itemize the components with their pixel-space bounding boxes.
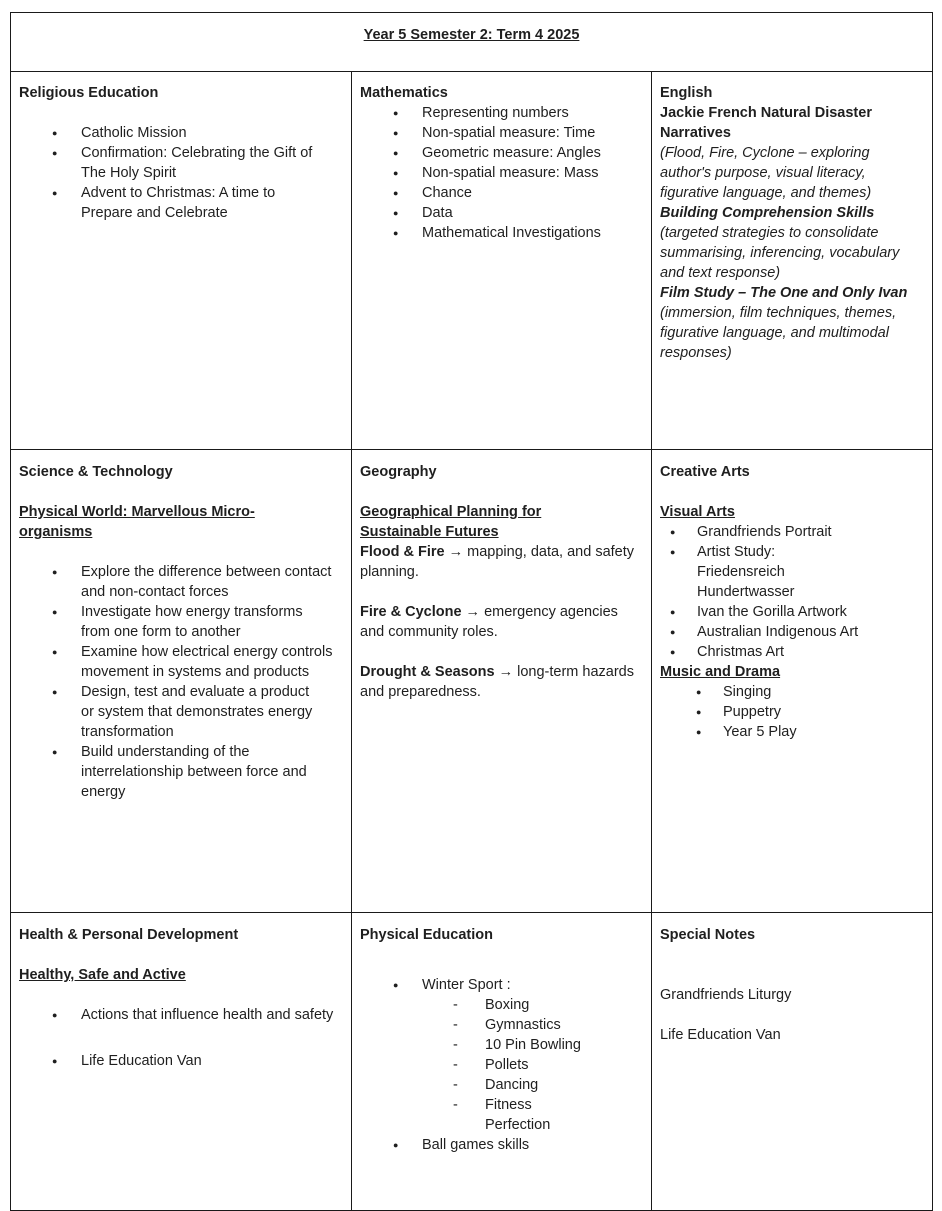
list-item: ● Australian Indigenous Art: [660, 622, 924, 642]
list-item: - Pollets: [422, 1055, 613, 1075]
english-unit-1-description: (Flood, Fire, Cyclone – exploring author's purpose, visual literacy, figurative language, and themes): [660, 145, 872, 201]
list-item: ● Grandfriends Portrait: [660, 522, 924, 542]
physical-education-heading: Physical Education: [360, 927, 493, 943]
physical-education-list: [360, 975, 643, 1155]
list-item: ● Ivan the Gorilla Artwork: [660, 602, 924, 622]
list-item-spacer: [19, 1025, 343, 1051]
music-drama-list: [660, 682, 924, 742]
list-item: ● Advent to Christmas: A time to Prepare and Celebrate: [19, 183, 313, 223]
physical-education-cell: [352, 913, 652, 1211]
geography-paragraph-2: [360, 602, 643, 642]
list-item: ● Chance: [360, 183, 643, 203]
list-item: - Boxing: [422, 995, 613, 1015]
geography-paragraph-2-text: → emergency agencies and community roles.: [360, 604, 618, 640]
science-technology-heading: Science & Technology: [19, 464, 173, 480]
row-2: [11, 450, 933, 913]
special-note-1: Grandfriends Liturgy: [660, 987, 792, 1003]
list-item: ● Confirmation: Celebrating the Gift of The Holy Spirit: [19, 143, 313, 183]
science-subheading: Physical World: Marvellous Micro-organisms: [19, 504, 255, 540]
list-item: ● Singing: [660, 682, 924, 702]
list-item: ● Geometric measure: Angles: [360, 143, 643, 163]
religious-education-heading: Religious Education: [19, 85, 159, 101]
title-row: [11, 13, 933, 72]
list-item: ● Life Education Van: [19, 1051, 343, 1071]
health-list: [19, 1005, 343, 1071]
term-overview-table: [10, 12, 933, 1211]
special-notes-heading: Special Notes: [660, 927, 756, 943]
row-3: [11, 913, 933, 1211]
list-item: ● Data: [360, 203, 643, 223]
list-item: ● Design, test and evaluate a product or system that demonstrates energy transformation: [19, 682, 333, 742]
list-item: ● Non-spatial measure: Mass: [360, 163, 643, 183]
list-item: ● Artist Study: Friedensreich Hundertwasser: [660, 542, 864, 602]
list-item: ● Christmas Art: [660, 642, 864, 662]
english-unit-1-title: Jackie French Natural Disaster Narratives: [660, 105, 872, 141]
list-item: ● Investigate how energy transforms from one form to another: [19, 602, 333, 642]
english-heading: English: [660, 85, 713, 101]
list-item: - Dancing: [422, 1075, 613, 1095]
music-drama-heading: Music and Drama: [660, 664, 781, 680]
list-item: ● Year 5 Play: [660, 722, 924, 742]
geography-subheading: Geographical Planning for Sustainable Futures: [360, 504, 542, 540]
special-notes-cell: [652, 913, 933, 1211]
health-subheading: Healthy, Safe and Active: [19, 967, 186, 983]
list-item: ● Non-spatial measure: Time: [360, 123, 643, 143]
geography-paragraph-1-bold: Flood & Fire: [360, 544, 445, 560]
page-title: Year 5 Semester 2: Term 4 2025: [363, 27, 580, 43]
english-cell: [652, 72, 933, 450]
visual-arts-heading: Visual Arts: [660, 504, 735, 520]
health-heading: Health & Personal Development: [19, 927, 239, 943]
row-1: [11, 72, 933, 450]
science-list: [19, 562, 343, 802]
list-item: ● Ball games skills: [360, 1135, 643, 1155]
mathematics-list: [360, 103, 643, 243]
geography-paragraph-3-text: → long-term hazards and preparedness.: [360, 664, 634, 700]
creative-arts-heading: Creative Arts: [660, 464, 750, 480]
winter-sport-list: [422, 995, 643, 1135]
visual-arts-list: [660, 522, 924, 662]
health-cell: [11, 913, 352, 1211]
geography-paragraph-1: [360, 542, 643, 582]
creative-arts-cell: [652, 450, 933, 913]
english-unit-2-title: Building Comprehension Skills: [660, 205, 875, 221]
mathematics-cell: [352, 72, 652, 450]
list-item: - Fitness Perfection: [422, 1095, 575, 1135]
winter-sport-label: Winter Sport :: [422, 977, 511, 993]
list-item: - 10 Pin Bowling: [422, 1035, 613, 1055]
list-item: ● Catholic Mission: [19, 123, 313, 143]
mathematics-heading: Mathematics: [360, 85, 448, 101]
religious-education-list: [19, 123, 343, 223]
special-note-2: Life Education Van: [660, 1027, 781, 1043]
list-item: - Gymnastics: [422, 1015, 613, 1035]
list-item: ● Examine how electrical energy controls movement in systems and products: [19, 642, 333, 682]
english-unit-3-title: Film Study – The One and Only Ivan: [660, 285, 908, 301]
science-technology-cell: [11, 450, 352, 913]
english-unit-2-description: (targeted strategies to consolidate summarising, inferencing, vocabulary and text response): [660, 225, 900, 281]
title-cell: [11, 13, 933, 72]
list-item: [360, 975, 643, 1135]
geography-paragraph-3: [360, 662, 643, 702]
list-item: ● Representing numbers: [360, 103, 643, 123]
list-item: ● Build understanding of the interrelationship between force and energy: [19, 742, 333, 802]
geography-paragraph-3-bold: Drought & Seasons: [360, 664, 495, 680]
list-item: ● Mathematical Investigations: [360, 223, 643, 243]
geography-paragraph-1-text: → mapping, data, and safety planning.: [360, 544, 635, 580]
geography-cell: [352, 450, 652, 913]
list-item: ● Explore the difference between contact and non-contact forces: [19, 562, 333, 602]
english-unit-3-description: (immersion, film techniques, themes, figurative language, and multimodal responses): [660, 305, 897, 361]
geography-paragraph-2-bold: Fire & Cyclone: [360, 604, 462, 620]
list-item: ● Actions that influence health and safety: [19, 1005, 343, 1025]
list-item: ● Puppetry: [660, 702, 924, 722]
religious-education-cell: [11, 72, 352, 450]
geography-heading: Geography: [360, 464, 437, 480]
